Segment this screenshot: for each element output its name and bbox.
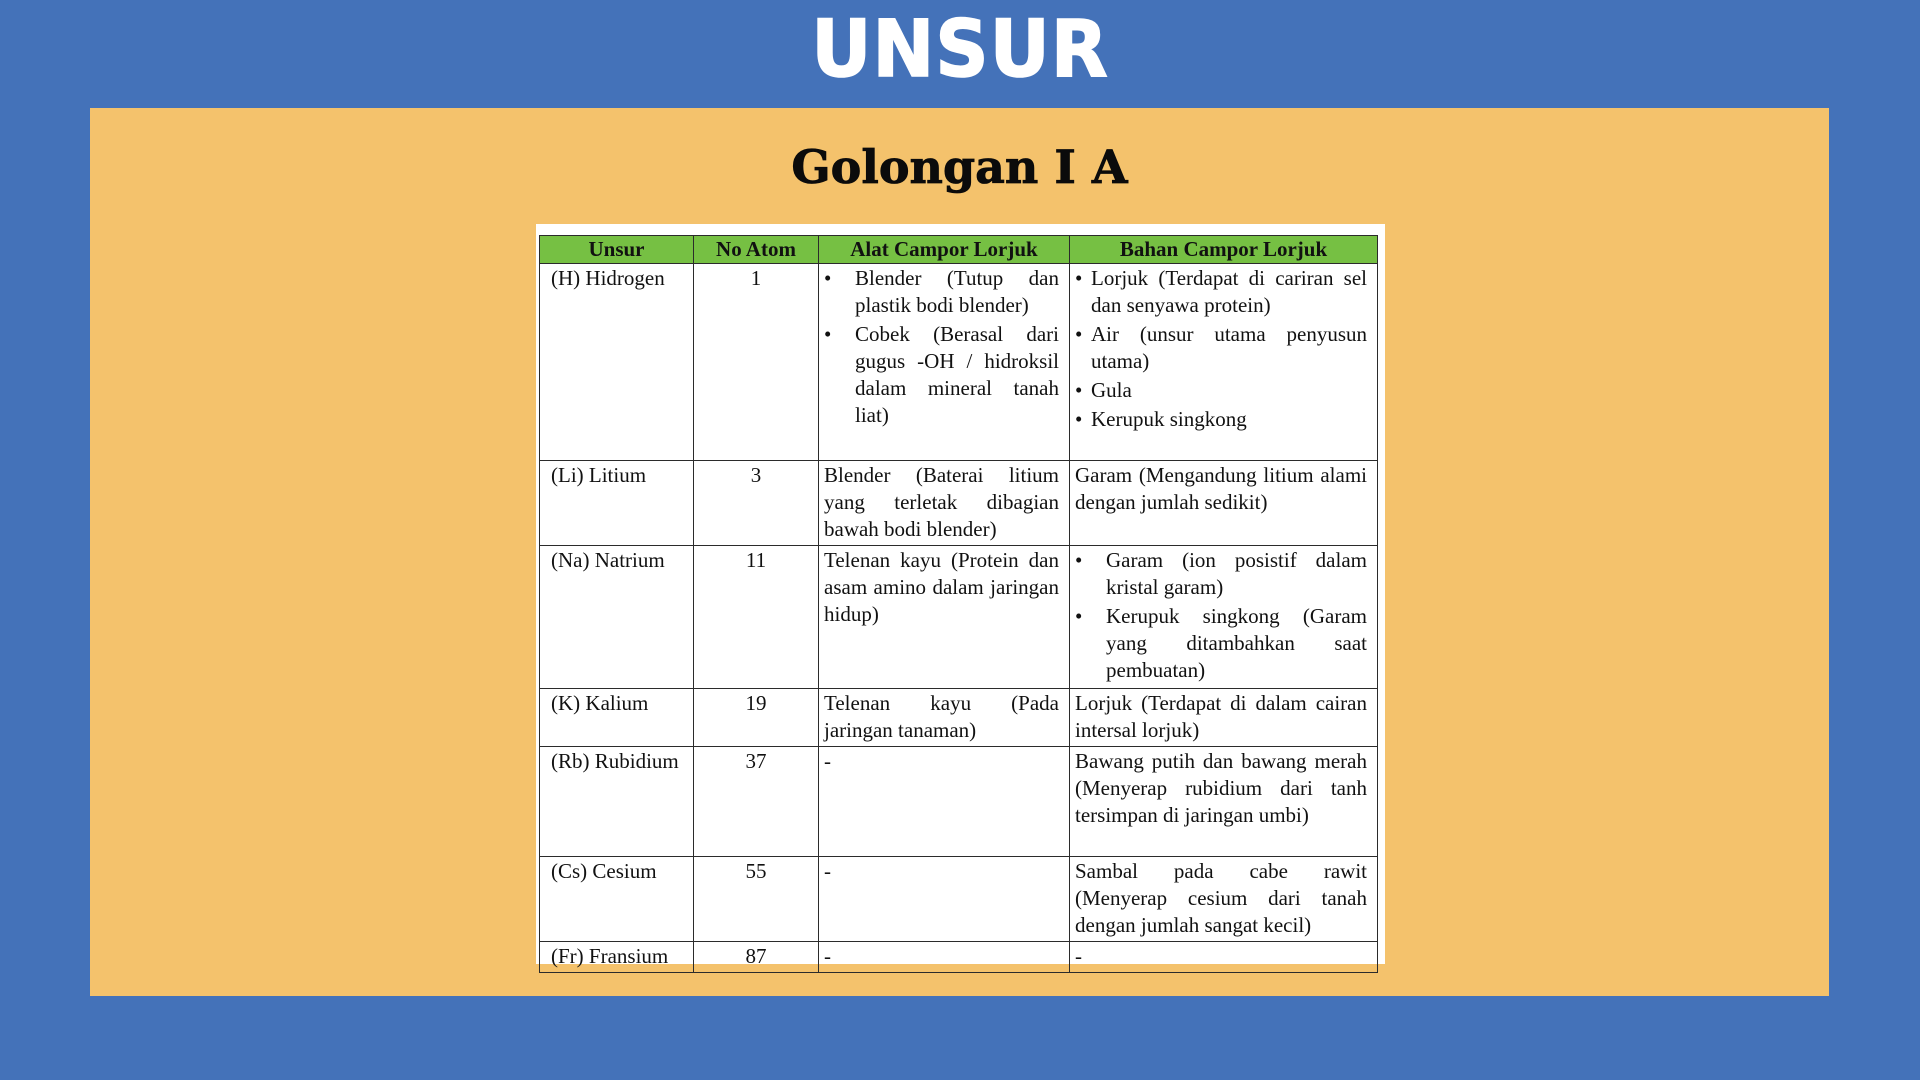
cell-bahan	[1070, 264, 1378, 461]
cell-unsur: (Cs) Cesium	[540, 857, 694, 942]
cell-no-atom: 37	[694, 747, 819, 857]
table-row	[540, 942, 1378, 973]
list-item: • Garam (ion posistif dalam kristal garam)	[1075, 548, 1367, 599]
table-row	[540, 747, 1378, 857]
list-item: • Blender (Tutup dan plastik bodi blender)	[824, 266, 1059, 317]
table-header-row	[540, 236, 1378, 264]
cell-alat	[819, 264, 1070, 461]
cell-alat: Telenan kayu (Protein dan asam amino dalam jaringan hidup)	[819, 546, 1070, 689]
cell-alat: Telenan kayu (Pada jaringan tanaman)	[819, 689, 1070, 747]
bahan-list	[1075, 547, 1367, 684]
table-row	[540, 857, 1378, 942]
cell-unsur: (Rb) Rubidium	[540, 747, 694, 857]
list-item: • Kerupuk singkong	[1075, 407, 1247, 431]
cell-alat: -	[819, 942, 1070, 973]
bullet-icon: •	[1075, 322, 1083, 346]
cell-bahan: Sambal pada cabe rawit (Menyerap cesium dari tanah dengan jumlah sangat kecil)	[1070, 857, 1378, 942]
bullet-icon: •	[1075, 604, 1083, 628]
slide-title: UNSUR	[811, 5, 1109, 95]
cell-unsur: (K) Kalium	[540, 689, 694, 747]
content-panel	[90, 108, 1829, 996]
header-bahan: Bahan Campor Lorjuk	[1070, 236, 1378, 264]
cell-bahan: Bawang putih dan bawang merah (Menyerap rubidium dari tanh tersimpan di jaringan umbi)	[1070, 747, 1378, 857]
bullet-icon: •	[1075, 378, 1083, 402]
cell-no-atom: 19	[694, 689, 819, 747]
cell-unsur: (H) Hidrogen	[540, 264, 694, 461]
bullet-icon: •	[1075, 266, 1083, 290]
table-row	[540, 461, 1378, 546]
cell-no-atom: 1	[694, 264, 819, 461]
cell-no-atom: 55	[694, 857, 819, 942]
elements-table	[539, 235, 1378, 973]
cell-bahan: Lorjuk (Terdapat di dalam cairan intersal lorjuk)	[1070, 689, 1378, 747]
cell-bahan: -	[1070, 942, 1378, 973]
alat-list	[824, 265, 1059, 429]
cell-alat: -	[819, 857, 1070, 942]
list-item: • Kerupuk singkong (Garam yang ditambahkan saat pembuatan)	[1075, 604, 1367, 682]
bullet-icon: •	[824, 266, 832, 290]
page-subtitle: Golongan I A	[791, 140, 1128, 194]
table-row	[540, 546, 1378, 689]
table-row	[540, 689, 1378, 747]
cell-bahan: Garam (Mengandung litium alami dengan jumlah sedikit)	[1070, 461, 1378, 546]
cell-no-atom: 11	[694, 546, 819, 689]
list-item: • Air (unsur utama penyusun utama)	[1075, 322, 1367, 373]
list-item: • Gula	[1075, 378, 1132, 402]
list-item: • Lorjuk (Terdapat di cariran sel dan senyawa protein)	[1075, 266, 1367, 317]
cell-alat: -	[819, 747, 1070, 857]
cell-alat: Blender (Baterai litium yang terletak dibagian bawah bodi blender)	[819, 461, 1070, 546]
cell-unsur: (Fr) Fransium	[540, 942, 694, 973]
cell-bahan	[1070, 546, 1378, 689]
bullet-icon: •	[1075, 548, 1083, 572]
cell-unsur: (Li) Litium	[540, 461, 694, 546]
bullet-icon: •	[824, 322, 832, 346]
list-item: • Cobek (Berasal dari gugus -OH / hidroksil dalam mineral tanah liat)	[824, 322, 1059, 427]
header-unsur: Unsur	[540, 236, 694, 264]
table-row	[540, 264, 1378, 461]
cell-no-atom: 3	[694, 461, 819, 546]
table-image-frame	[536, 224, 1385, 968]
header-no-atom: No Atom	[694, 236, 819, 264]
header-alat: Alat Campor Lorjuk	[819, 236, 1070, 264]
bahan-list	[1075, 265, 1367, 433]
bullet-icon: •	[1075, 407, 1083, 431]
cell-no-atom: 87	[694, 942, 819, 973]
cell-unsur: (Na) Natrium	[540, 546, 694, 689]
